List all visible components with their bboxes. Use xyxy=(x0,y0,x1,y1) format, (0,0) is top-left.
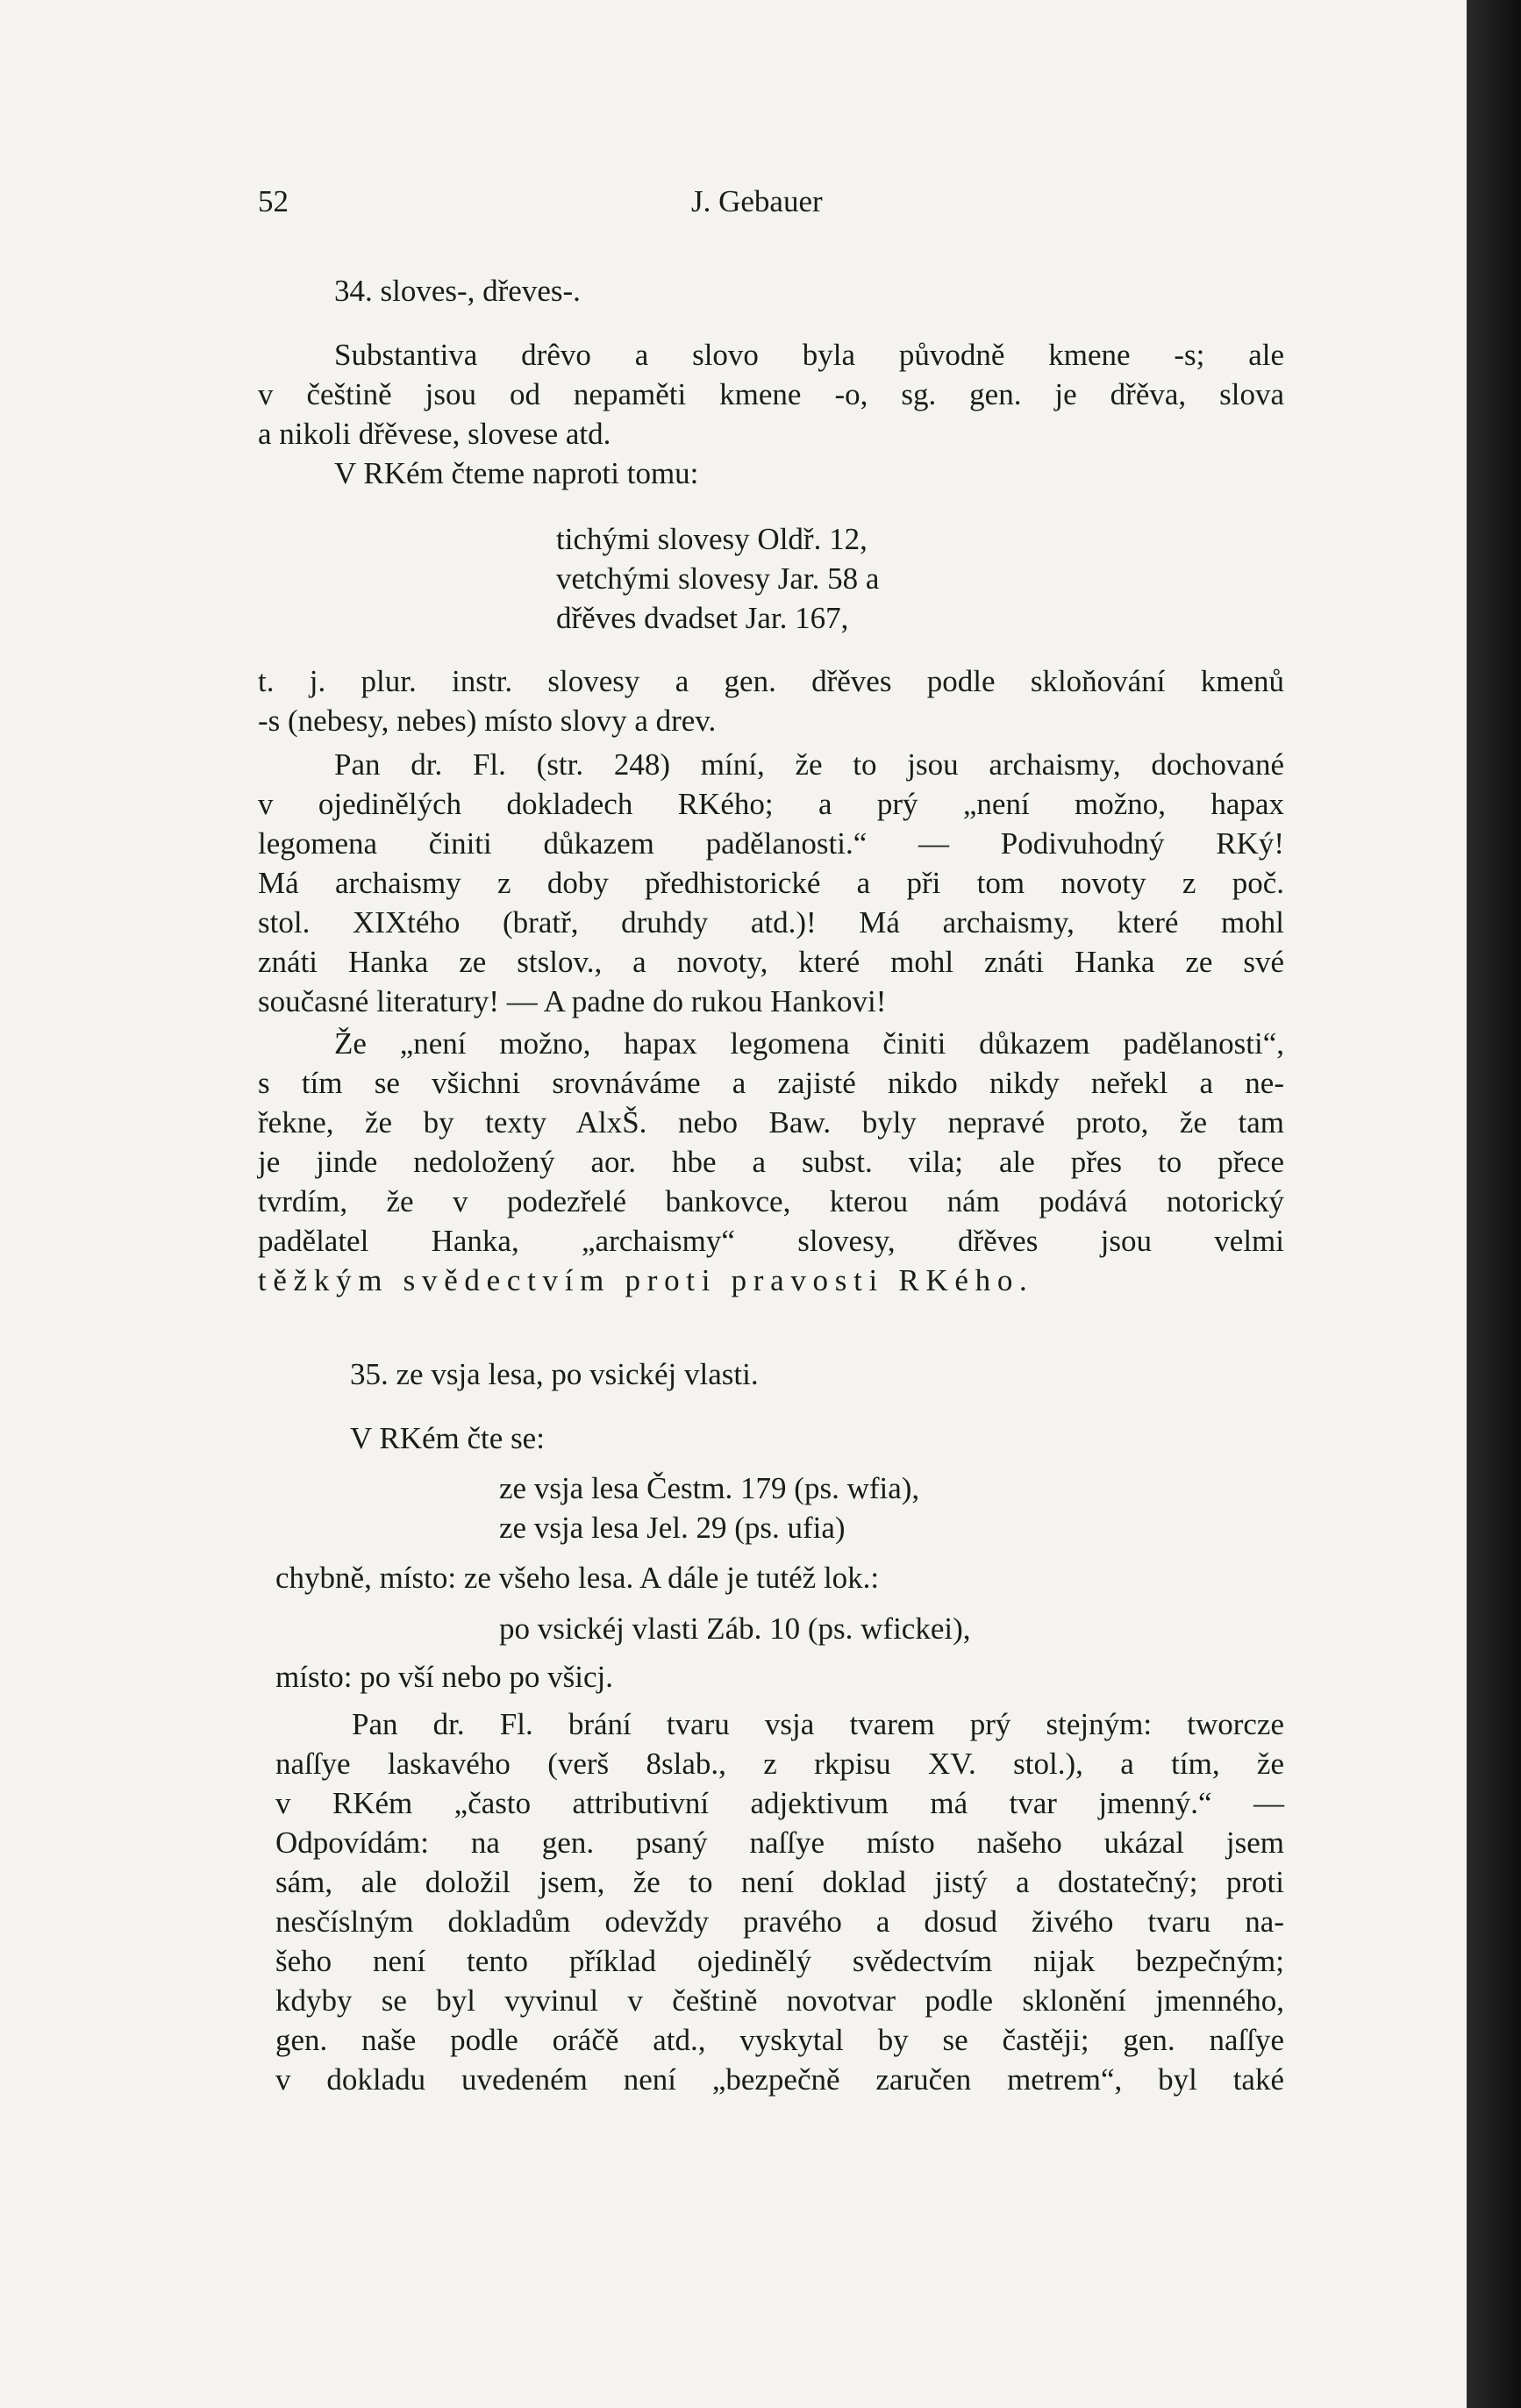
text-line: Pan dr. Fl. brání tvaru vsja tvarem prý stejným: tworcze xyxy=(352,1707,1284,1741)
text-line: stol. XIXtého (bratř, druhdy atd.)! Má archaismy, které mohl xyxy=(258,905,1284,940)
text-line: chybně, místo: ze všeho lesa. A dále je tutéž lok.: xyxy=(275,1561,880,1595)
section-heading-34: 34. sloves-, dřeves-. xyxy=(334,274,581,308)
text-line: padělatel Hanka, „archaismy“ slovesy, dřěves jsou velmi xyxy=(258,1224,1284,1258)
scan-edge-shadow xyxy=(1467,0,1521,2408)
text-line: znáti Hanka ze stslov., a novoty, které mohl znáti Hanka ze své xyxy=(258,945,1284,979)
text-line: Má archaismy z doby předhistorické a při tom novoty z poč. xyxy=(258,866,1284,900)
text-line: s tím se všichni srovnáváme a zajisté nikdo nikdy neřekl a ne- xyxy=(258,1066,1284,1100)
text-line: Odpovídám: na gen. psaný naſſye místo našeho ukázal jsem xyxy=(275,1826,1284,1860)
text-line: je jinde nedoložený aor. hbe a subst. vila; ale přes to přece xyxy=(258,1145,1284,1179)
text-line: sám, ale doložil jsem, že to není doklad jistý a dostatečný; proti xyxy=(275,1865,1284,1899)
text-line: naſſye laskavého (verš 8slab., z rkpisu XV. stol.), a tím, že xyxy=(275,1747,1284,1781)
quote-line: ze vsja lesa Jel. 29 (ps. ufia) xyxy=(499,1511,846,1545)
text-line: V RKém čte se: xyxy=(350,1421,545,1455)
quote-line: dřěves dvadset Jar. 167, xyxy=(556,601,849,635)
text-line: v češtině jsou od nepaměti kmene -o, sg. gen. je dřěva, slova xyxy=(258,377,1284,411)
text-line: v RKém „často attributivní adjektivum má tvar jmenný.“ — xyxy=(275,1786,1284,1820)
text-line: kdyby se byl vyvinul v češtině novotvar podle sklonění jmenného, xyxy=(275,1983,1284,2018)
text-line: legomena činiti důkazem padělanosti.“ — Podivuhodný RKý! xyxy=(258,826,1284,861)
text-line: v ojedinělých dokladech RKého; a prý „není možno, hapax xyxy=(258,787,1284,821)
text-line: šeho není tento příklad ojedinělý svědectvím nijak bezpečným; xyxy=(275,1944,1284,1978)
text-line: V RKém čteme naproti tomu: xyxy=(334,456,699,490)
text-line: -s (nebesy, nebes) místo slovy a drev. xyxy=(258,704,717,738)
page-number: 52 xyxy=(258,184,289,218)
quote-line: tichými slovesy Oldř. 12, xyxy=(556,522,868,556)
quote-line: ze vsja lesa Čestm. 179 (ps. wfia), xyxy=(499,1471,920,1505)
quote-line: po vsickéj vlasti Záb. 10 (ps. wfickei), xyxy=(499,1611,971,1646)
text-line: gen. naše podle oráčě atd., vyskytal by se častěji; gen. naſſye xyxy=(275,2023,1284,2057)
text-line: v dokladu uvedeném není „bezpečně zaručen metrem“, byl také xyxy=(275,2062,1284,2097)
text-line: současné literatury! — A padne do rukou Hankovi! xyxy=(258,984,887,1018)
text-line: řekne, že by texty AlxŠ. nebo Baw. byly nepravé proto, že tam xyxy=(258,1105,1284,1140)
running-head-author: J. Gebauer xyxy=(691,184,823,218)
text-line: těžkým svědectvím proti pravosti RKého. xyxy=(258,1263,1034,1297)
text-line: t. j. plur. instr. slovesy a gen. dřěves podle skloňování kmenů xyxy=(258,664,1284,698)
text-line: Substantiva drêvo a slovo byla původně kmene -s; ale xyxy=(334,338,1284,372)
text-line: a nikoli dřěvese, slovese atd. xyxy=(258,417,611,451)
text-line: místo: po vší nebo po všicj. xyxy=(275,1660,613,1694)
section-heading-35: 35. ze vsja lesa, po vsickéj vlasti. xyxy=(350,1357,759,1391)
quote-line: vetchými slovesy Jar. 58 a xyxy=(556,561,880,596)
text-line: tvrdím, že v podezřelé bankovce, kterou nám podává notorický xyxy=(258,1184,1284,1218)
text-line: nesčíslným dokladům odevždy pravého a dosud živého tvaru na- xyxy=(275,1904,1284,1939)
text-line: Pan dr. Fl. (str. 248) míní, že to jsou archaismy, dochované xyxy=(334,747,1284,782)
text-line: Že „není možno, hapax legomena činiti důkazem padělanosti“, xyxy=(334,1026,1284,1061)
